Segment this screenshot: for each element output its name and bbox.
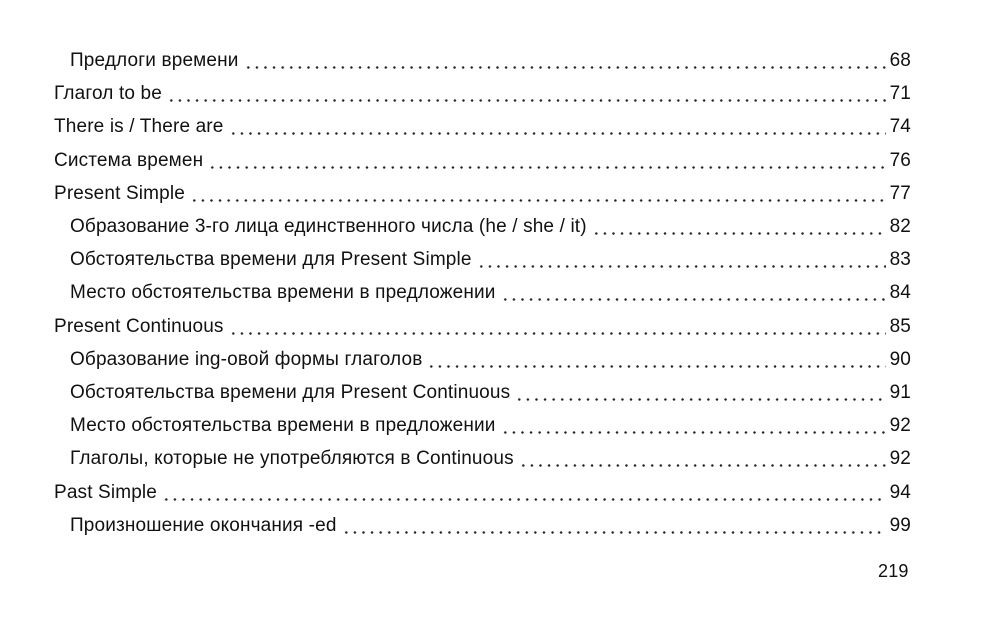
toc-entry-page: 85 — [889, 316, 911, 337]
toc-dot-leader — [342, 516, 886, 535]
toc-entry-title: There is / There are — [54, 116, 224, 137]
toc-entry-page: 91 — [889, 382, 911, 403]
toc-dot-leader — [501, 416, 886, 435]
toc-entry-page: 94 — [889, 482, 911, 503]
toc-entry-page: 71 — [889, 83, 911, 104]
toc-dot-leader — [162, 483, 886, 502]
toc-dot-leader — [427, 350, 885, 369]
toc-entry-title: Образование ing-овой формы глаголов — [70, 349, 423, 370]
toc-entry — [70, 505, 911, 535]
toc-entry-page: 68 — [889, 50, 911, 71]
toc-dot-leader — [515, 383, 885, 402]
toc-entry-page: 99 — [889, 515, 911, 536]
toc-entry-title: Система времен — [54, 150, 204, 171]
toc-entry — [54, 173, 911, 203]
toc-dot-leader — [477, 250, 886, 269]
toc-entry — [70, 40, 911, 70]
toc-dot-leader — [190, 184, 886, 203]
toc-entry-page: 92 — [889, 448, 911, 469]
toc-dot-leader — [592, 217, 886, 236]
toc-entry — [70, 239, 911, 269]
toc-entry-title: Предлоги времени — [70, 50, 239, 71]
toc-entry-title: Место обстоятельства времени в предложении — [70, 282, 496, 303]
toc-entry-page: 74 — [889, 116, 911, 137]
toc-dot-leader — [208, 151, 885, 170]
toc-entry-page: 82 — [889, 216, 911, 237]
toc-entry — [70, 372, 911, 402]
toc-entry-title: Present Continuous — [54, 316, 224, 337]
toc-dot-leader — [519, 449, 886, 468]
toc-dot-leader — [229, 317, 886, 336]
toc-entry-title: Обстоятельства времени для Present Continuous — [70, 382, 511, 403]
toc-entry-page: 76 — [889, 150, 911, 171]
toc-entry-page: 83 — [889, 249, 911, 270]
toc-dot-leader — [167, 84, 886, 103]
toc-entry-page: 77 — [889, 183, 911, 204]
toc-entry — [54, 106, 911, 136]
toc-entry-title: Present Simple — [54, 183, 185, 204]
toc-entry-title: Глагол to be — [54, 83, 162, 104]
toc-entry-title: Образование 3-го лица единственного числа (he / she / it) — [70, 216, 587, 237]
toc-entry-title: Past Simple — [54, 482, 158, 503]
toc-entry — [54, 140, 911, 170]
toc-dot-leader — [244, 51, 886, 70]
toc-entry-page: 90 — [889, 349, 911, 370]
toc-dot-leader — [229, 117, 886, 136]
toc-entry-page: 84 — [889, 282, 911, 303]
toc-entry-title: Произношение окончания -ed — [70, 515, 337, 536]
page-number: 219 — [878, 561, 909, 581]
toc-entry — [70, 206, 911, 236]
toc-entry — [54, 306, 911, 336]
toc-dot-leader — [501, 283, 886, 302]
toc-entry-title: Глаголы, которые не употребляются в Continuous — [70, 448, 514, 469]
toc-entry-title: Место обстоятельства времени в предложении — [70, 415, 496, 436]
toc-entry — [70, 339, 911, 369]
toc-entry — [70, 272, 911, 302]
toc-entry — [54, 472, 911, 502]
toc-entry-title: Обстоятельства времени для Present Simple — [70, 249, 472, 270]
toc-entry — [70, 438, 911, 468]
toc-entry — [54, 73, 911, 103]
toc-entry — [70, 405, 911, 435]
toc-entry-page: 92 — [889, 415, 911, 436]
